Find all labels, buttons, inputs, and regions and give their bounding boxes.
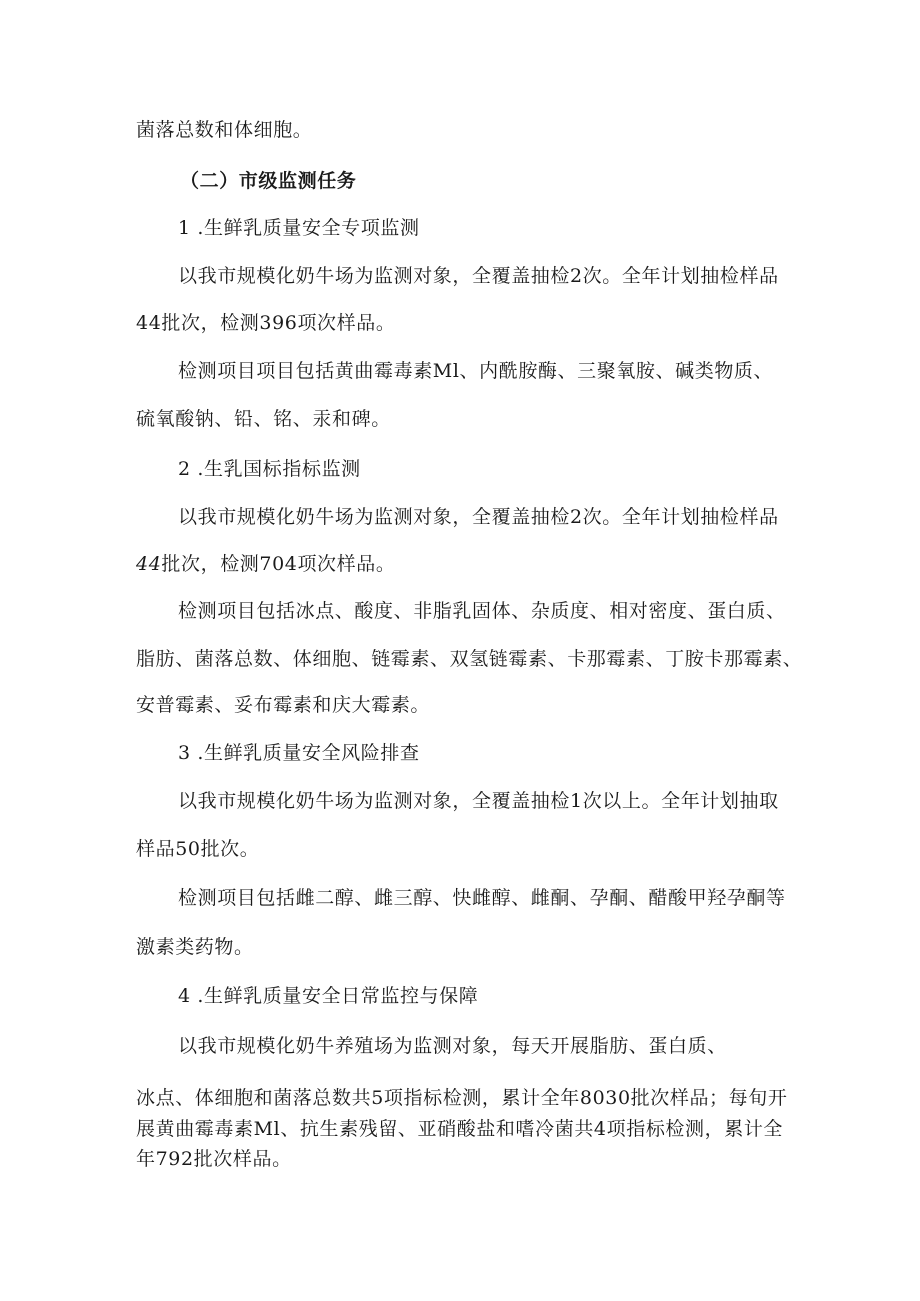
text-line: 脂肪、菌落总数、体细胞、链霉素、双氢链霉素、卡那霉素、丁胺卡那霉素、: [136, 648, 803, 670]
text-line: 检测项目包括雌二醇、雌三醇、快雌醇、雌酮、孕酮、醋酸甲羟孕酮等: [178, 887, 786, 909]
text-line: 展黄曲霉毒素Ml、抗生素残留、亚硝酸盐和嗜冷菌共4项指标检测，累计全: [136, 1118, 784, 1140]
text-line: 以我市规模化奶牛场为监测对象，全覆盖抽检2次。全年计划抽检样品: [178, 506, 779, 528]
text-line: 安普霉素、妥布霉素和庆大霉素。: [136, 694, 431, 716]
subsection-heading: 2 .生乳国标指标监测: [178, 458, 361, 480]
subsection-heading: 1 .生鲜乳质量安全专项监测: [178, 217, 420, 239]
text-line: 以我市规模化奶牛养殖场为监测对象，每天开展脂肪、蛋白质、: [178, 1035, 727, 1057]
text-line: [136, 551, 395, 577]
text-line: 44批次，检测396项次样品。: [136, 312, 396, 334]
text-line: 冰点、体细胞和菌落总数共5项指标检测，累计全年8030批次样品；每旬开: [136, 1087, 788, 1109]
text-line: 菌落总数和体细胞。: [136, 119, 313, 141]
text-line: 样品50批次。: [136, 838, 260, 860]
section-heading: （二）市级监测任务: [180, 170, 357, 192]
text-line: 硫氧酸钠、铅、铭、汞和碑。: [136, 408, 391, 430]
text-line: 年792批次样品。: [136, 1148, 292, 1170]
batch-count-italic: 44: [136, 553, 162, 575]
subsection-heading: 3 .生鲜乳质量安全风险排查: [178, 742, 420, 764]
text-line: 激素类药物。: [136, 936, 254, 958]
text-span: 批次，检测704项次样品。: [161, 553, 396, 575]
text-line: 以我市规模化奶牛场为监测对象，全覆盖抽检2次。全年计划抽检样品: [178, 265, 779, 287]
text-line: 检测项目包括冰点、酸度、非脂乳固体、杂质度、相对密度、蛋白质、: [178, 600, 786, 622]
text-line: 以我市规模化奶牛场为监测对象，全覆盖抽检1次以上。全年计划抽取: [178, 790, 779, 812]
subsection-heading: 4 .生鲜乳质量安全日常监控与保障: [178, 985, 479, 1007]
text-line: 检测项目项目包括黄曲霉毒素Ml、内酰胺酶、三聚氧胺、碱类物质、: [178, 360, 774, 382]
